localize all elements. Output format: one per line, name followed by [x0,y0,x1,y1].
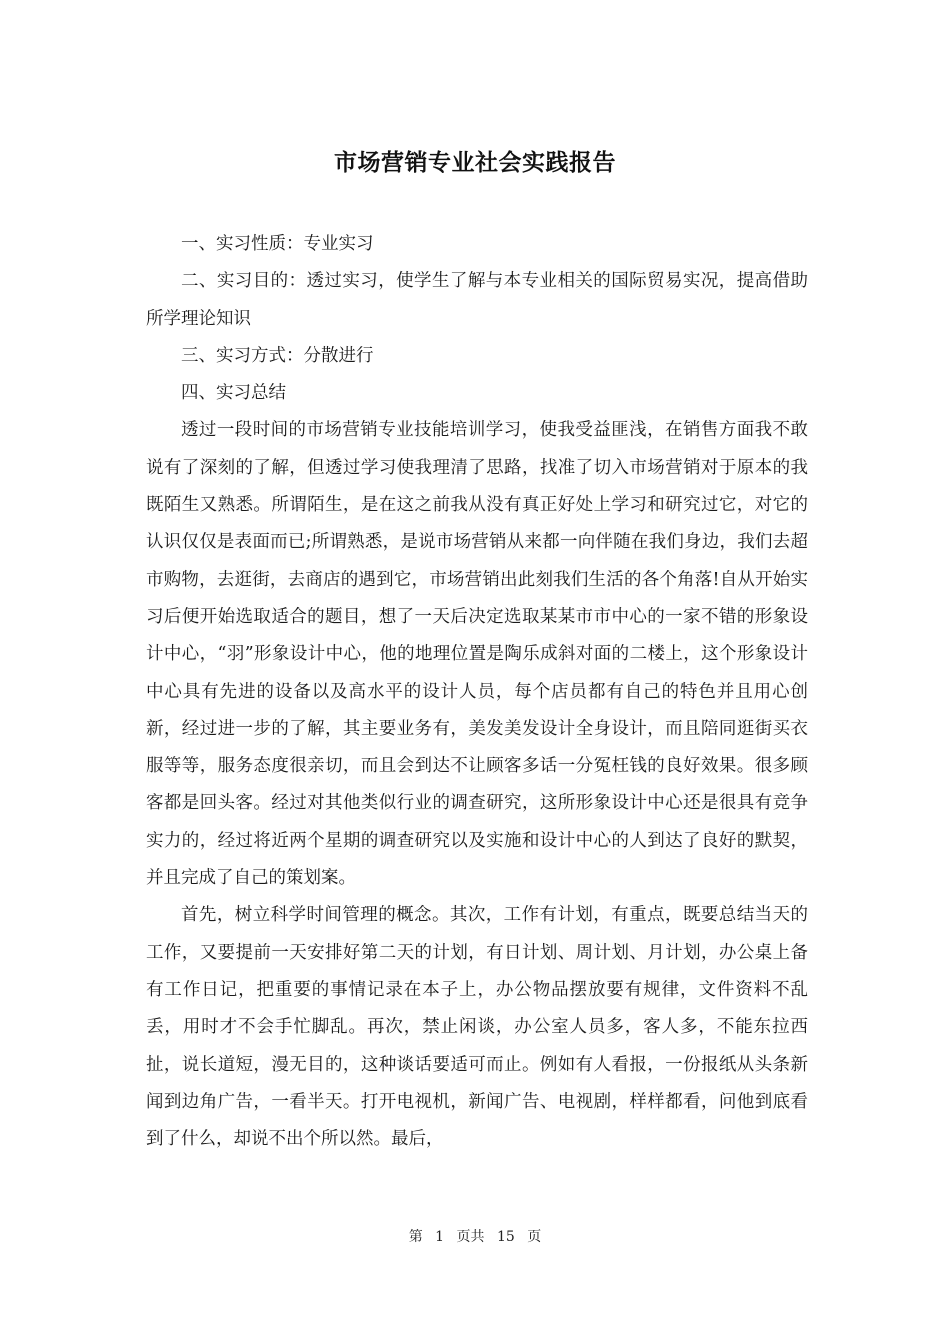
paragraph-internship-method: 三、实习方式：分散进行 [181,345,374,366]
page-number-footer: 第 1 页共 15 页 [408,1229,542,1245]
paragraph-internship-purpose: 二、实习目的：透过实习，使学生了解与本专业相关的国际贸易实况，提高借助所学理论知识 [146,271,808,329]
document-body [146,226,808,1158]
paragraph-time-management: 首先，树立科学时间管理的概念。其次，工作有计划，有重点，既要总结当天的工作，又要提前一天安排好第二天的计划，有日计划、周计划、月计划，办公桌上备有工作日记，把重要的事情记录在本子上，办公物品摆放要有规律，文件资料不乱丢，用时才不会手忙脚乱。再次，禁止闲谈，办公室人员多，客人多，不能东拉西扯，说长道短，漫无目的，这种谈话要适可而止。例如有人看报，一份报纸从头条新闻到边角广告，一看半天。打开电视机，新闻广告、电视剧，样样都看，问他到底看到了什么，却说不出个所以然。最后， [146,905,808,1150]
document-title: 市场营销专业社会实践报告 [334,150,616,177]
paragraph-summary-body: 透过一段时间的市场营销专业技能培训学习，使我受益匪浅，在销售方面我不敢说有了深刻的了解，但透过学习使我理清了思路，找准了切入市场营销对于原本的我既陌生又熟悉。所谓陌生，是在这之前我从没有真正好处上学习和研究过它，对它的认识仅仅是表面而已;所谓熟悉，是说市场营销从来都一向伴随在我们身边，我们去超市购物，去逛街，去商店的遇到它，市场营销出此刻我们生活的各个角落!自从开始实习后便开始选取适合的题目，想了一天后决定选取某某市市中心的一家不错的形象设计中心，“羽”形象设计中心，他的地理位置是陶乐成斜对面的二楼上，这个形象设计中心具有先进的设备以及高水平的设计人员，每个店员都有自己的特色并且用心创新，经过进一步的了解，其主要业务有，美发美发设计全身设计，而且陪同逛街买衣服等等，服务态度很亲切，而且会到达不让顾客多话一分冤枉钱的良好效果。很多顾客都是回头客。经过对其他类似行业的调查研究，这所形象设计中心还是很具有竞争实力的，经过将近两个星期的调查研究以及实施和设计中心的人到达了良好的默契，并且完成了自己的策划案。 [146,420,808,889]
paragraph-internship-nature: 一、实习性质：专业实习 [181,234,374,254]
paragraph-internship-summary-heading: 四、实习总结 [181,383,286,404]
